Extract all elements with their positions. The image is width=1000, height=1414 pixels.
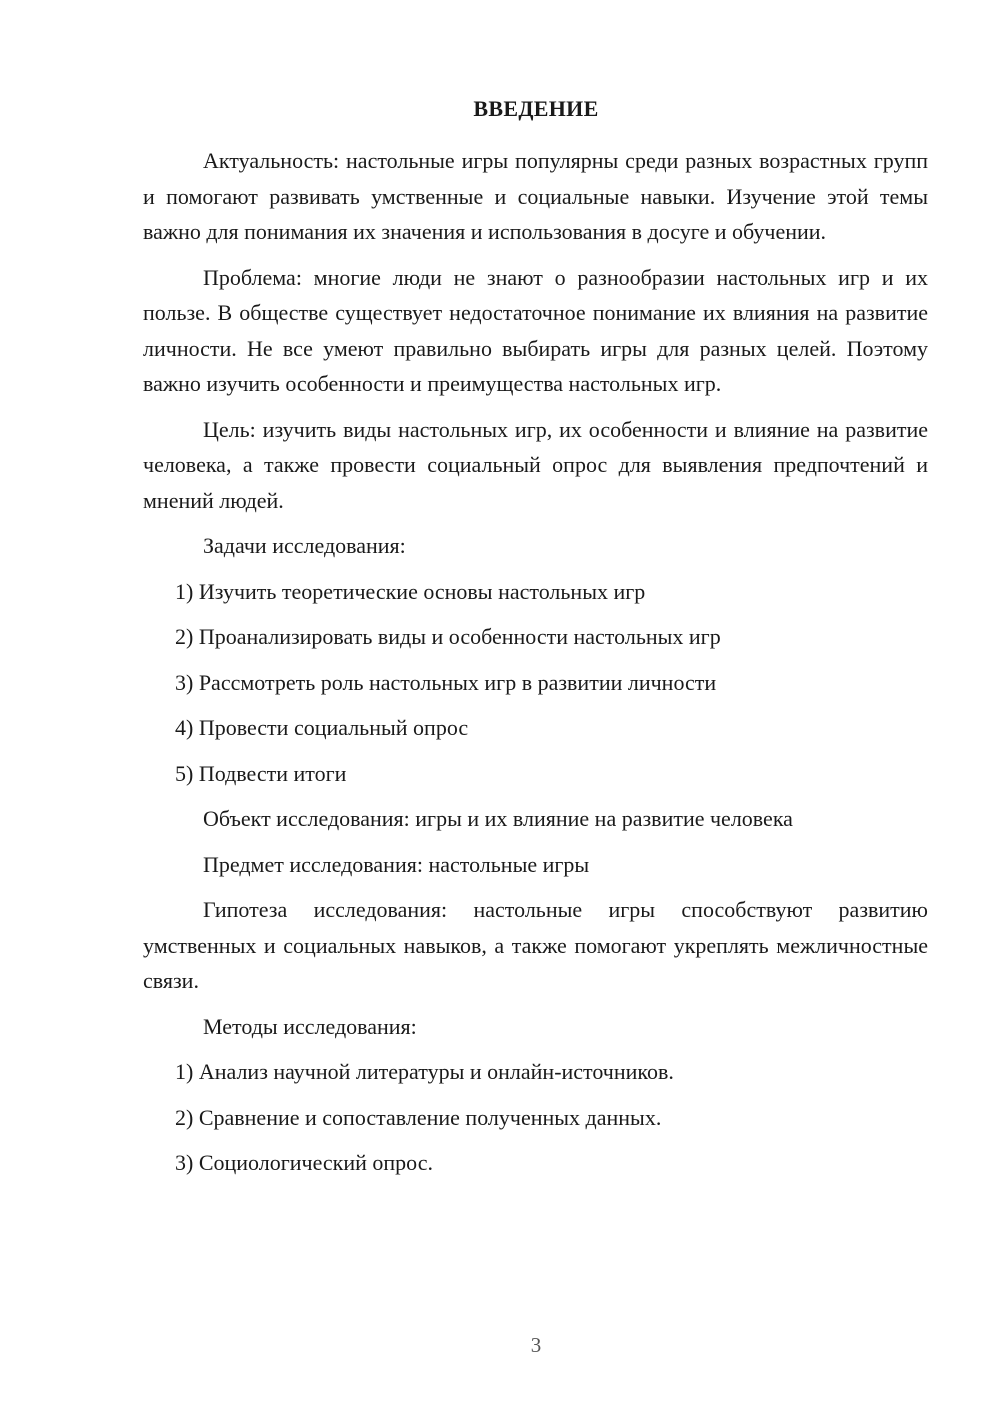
list-item: 3) Рассмотреть роль настольных игр в развитии личности bbox=[175, 669, 717, 695]
tasks-heading: Задачи исследования: bbox=[203, 533, 406, 558]
list-item: 2) Проанализировать виды и особенности настольных игр bbox=[175, 624, 721, 649]
document-body bbox=[143, 143, 928, 1191]
tasks-list bbox=[143, 574, 928, 792]
goal-paragraph: Цель: изучить виды настольных игр, их особенности и влияние на развитие человека, а также провести социальный опрос для выявления предпочтений и мнений людей. bbox=[143, 416, 928, 513]
list-item: 5) Подвести итоги bbox=[175, 760, 347, 786]
relevance-paragraph: Актуальность: настольные игры популярны среди разных возрастных групп и помогают развивать умственные и социальные навыки. Изучение этой темы важно для понимания их значения и использования в досуге и обучении. bbox=[143, 148, 928, 244]
methods-heading: Методы исследования: bbox=[203, 1013, 417, 1039]
problem-paragraph: Проблема: многие люди не знают о разнообразии настольных игр и их пользе. В обществе существует недостаточное понимание их влияния на развитие личности. Не все умеют правильно выбирать игры для разных целей. Поэтому важно изучить особенности и преимущества настольных игр. bbox=[143, 264, 928, 396]
page-number: 3 bbox=[530, 1333, 542, 1357]
methods-list bbox=[143, 1054, 928, 1181]
list-item: 3) Социологический опрос. bbox=[175, 1150, 433, 1175]
list-item: 4) Провести социальный опрос bbox=[175, 715, 469, 740]
list-item: 1) Анализ научной литературы и онлайн-источников. bbox=[175, 1059, 674, 1084]
list-item: 2) Сравнение и сопоставление полученных данных. bbox=[175, 1104, 662, 1130]
subject-paragraph: Предмет исследования: настольные игры bbox=[203, 851, 590, 877]
object-paragraph: Объект исследования: игры и их влияние на развитие человека bbox=[203, 806, 793, 831]
page-title: ВВЕДЕНИЕ bbox=[473, 96, 599, 121]
hypothesis-paragraph: Гипотеза исследования: настольные игры способствуют развитию умственных и социальных навыков, а также помогают укреплять межличностные связи. bbox=[143, 897, 928, 993]
list-item: 1) Изучить теоретические основы настольных игр bbox=[175, 578, 646, 604]
